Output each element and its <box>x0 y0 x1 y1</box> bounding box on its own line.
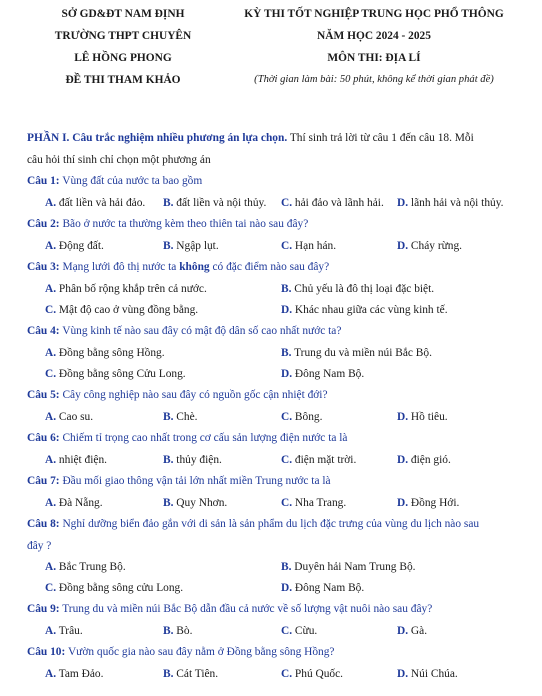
option-text: Đồng bằng sông cửu Long. <box>56 582 184 594</box>
question-text: Đầu mối giao thông vận tải lớn nhất miền Trung nước ta là <box>59 475 331 487</box>
question-7 <box>27 475 532 487</box>
option-text: lãnh hải và nội thủy. <box>408 197 504 209</box>
option-7b <box>163 497 227 509</box>
option-text: Hồ tiêu. <box>408 411 448 423</box>
time-note: (Thời gian làm bài: 50 phút, không kể thời gian phát đề) <box>254 74 494 85</box>
question-5 <box>27 389 532 401</box>
option-letter: D. <box>397 454 409 466</box>
option-text: Trâu. <box>56 625 83 637</box>
option-letter: C. <box>281 411 293 423</box>
option-1c <box>281 197 384 209</box>
option-text: Nha Trang. <box>292 497 347 509</box>
question-text: Mạng lưới đô thị nước ta <box>59 261 180 273</box>
option-letter: C. <box>281 668 293 680</box>
option-letter: A. <box>45 668 57 680</box>
option-6c <box>281 454 356 466</box>
option-text: đất liền và hải đảo. <box>56 197 146 209</box>
option-text: Ngập lụt. <box>173 240 219 252</box>
option-5d <box>397 411 448 423</box>
option-5a <box>45 411 93 423</box>
question-number: Câu 8: <box>27 518 60 530</box>
option-letter: B. <box>281 561 292 573</box>
option-text: Cháy rừng. <box>408 240 463 252</box>
option-text: Đà Nẵng. <box>56 497 103 509</box>
question-number: Câu 9: <box>27 603 60 615</box>
option-text: Động đất. <box>56 240 104 252</box>
question-9 <box>27 603 532 615</box>
option-10d <box>397 668 458 680</box>
option-letter: C. <box>281 497 293 509</box>
option-text: Tam Đảo. <box>56 668 104 680</box>
question-8 <box>27 518 532 530</box>
option-2b <box>163 240 219 252</box>
option-2a <box>45 240 104 252</box>
option-letter: B. <box>163 240 174 252</box>
option-text: Chè. <box>173 411 198 423</box>
option-text: điện mặt trời. <box>292 454 357 466</box>
option-letter: C. <box>281 625 293 637</box>
option-text: điện gió. <box>408 454 451 466</box>
option-letter: A. <box>45 283 57 295</box>
question-number: Câu 5: <box>27 389 60 401</box>
option-text: Đồng bằng sông Hồng. <box>56 347 165 359</box>
question-number: Câu 2: <box>27 218 60 230</box>
question-text-end: có đặc điểm nào sau đây? <box>209 261 330 273</box>
option-letter: B. <box>281 347 292 359</box>
section-title: PHẦN I. Câu trắc nghiệm nhiều phương án lựa chọn. <box>27 132 288 144</box>
option-10a <box>45 668 103 680</box>
option-letter: A. <box>45 454 57 466</box>
option-letter: A. <box>45 347 57 359</box>
option-text: Bông. <box>292 411 323 423</box>
option-4d <box>281 368 364 380</box>
question-text-emphasis: không <box>179 261 210 273</box>
question-4 <box>27 325 532 337</box>
option-7c <box>281 497 346 509</box>
option-letter: B. <box>163 454 174 466</box>
question-10 <box>27 646 532 658</box>
option-3d <box>281 304 448 316</box>
option-9d <box>397 625 427 637</box>
question-text: Vùng kinh tế nào sau đây có mật độ dân số cao nhất nước ta? <box>59 325 342 337</box>
option-9a <box>45 625 83 637</box>
option-letter: D. <box>397 197 409 209</box>
question-2 <box>27 218 532 230</box>
option-3c <box>45 304 198 316</box>
option-letter: B. <box>163 625 174 637</box>
option-4b <box>281 347 432 359</box>
option-letter: B. <box>281 283 292 295</box>
question-text: Trung du và miền núi Bắc Bộ dẫn đầu cả nước về số lượng vật nuôi nào sau đây? <box>59 603 433 615</box>
section-instruction-2: câu hỏi thí sinh chỉ chọn một phương án <box>27 154 211 166</box>
option-letter: A. <box>45 197 57 209</box>
question-3 <box>27 261 532 273</box>
option-text: Đồng bằng sông Cửu Long. <box>56 368 186 380</box>
option-text: Mật độ cao ở vùng đồng bằng. <box>56 304 199 316</box>
option-letter: D. <box>397 668 409 680</box>
option-letter: C. <box>281 197 293 209</box>
option-text: Cừu. <box>292 625 318 637</box>
question-6 <box>27 432 532 444</box>
option-letter: D. <box>397 240 409 252</box>
question-number: Câu 4: <box>27 325 60 337</box>
option-letter: A. <box>45 625 57 637</box>
option-5c <box>281 411 322 423</box>
option-letter: A. <box>45 497 57 509</box>
school-year: NĂM HỌC 2024 - 2025 <box>317 30 431 42</box>
option-letter: D. <box>281 368 293 380</box>
option-10c <box>281 668 343 680</box>
option-text: Phú Quốc. <box>292 668 344 680</box>
option-text: Khác nhau giữa các vùng kinh tế. <box>292 304 448 316</box>
school-name-1: TRƯỜNG THPT CHUYÊN <box>54 30 192 42</box>
option-5b <box>163 411 198 423</box>
option-letter: D. <box>281 582 293 594</box>
option-10b <box>163 668 218 680</box>
option-letter: C. <box>281 240 293 252</box>
question-1 <box>27 175 532 187</box>
option-8a <box>45 561 126 573</box>
option-6b <box>163 454 222 466</box>
section-instruction-1: Thí sinh trả lời từ câu 1 đến câu 18. Mỗi <box>287 132 474 144</box>
option-8b <box>281 561 416 573</box>
option-letter: D. <box>397 497 409 509</box>
option-2d <box>397 240 462 252</box>
option-7d <box>397 497 459 509</box>
option-text: Cao su. <box>56 411 94 423</box>
option-letter: C. <box>45 368 57 380</box>
question-number: Câu 1: <box>27 175 60 187</box>
subject: MÔN THI: ĐỊA LÍ <box>327 52 421 64</box>
option-letter: B. <box>163 668 174 680</box>
question-number: Câu 3: <box>27 261 60 273</box>
option-letter: A. <box>45 561 57 573</box>
option-8c <box>45 582 183 594</box>
option-text: đất liền và nội thủy. <box>173 197 267 209</box>
option-text: Chủ yếu là đô thị loại đặc biệt. <box>291 283 435 295</box>
option-text: Quy Nhơn. <box>173 497 228 509</box>
question-number: Câu 6: <box>27 432 60 444</box>
option-text: Cát Tiên. <box>173 668 219 680</box>
question-number: Câu 7: <box>27 475 60 487</box>
option-9b <box>163 625 192 637</box>
option-letter: C. <box>281 454 293 466</box>
option-letter: B. <box>163 197 174 209</box>
option-text: hải đảo và lãnh hải. <box>292 197 384 209</box>
option-text: Bò. <box>173 625 193 637</box>
option-4c <box>45 368 186 380</box>
question-number: Câu 10: <box>27 646 66 658</box>
exam-type: ĐỀ THI THAM KHẢO <box>65 74 181 86</box>
option-9c <box>281 625 317 637</box>
option-2c <box>281 240 336 252</box>
option-1a <box>45 197 145 209</box>
section-heading <box>27 132 532 144</box>
option-text: Đông Nam Bộ. <box>292 368 365 380</box>
option-text: Phân bố rộng khắp trên cả nước. <box>56 283 207 295</box>
option-text: Gà. <box>408 625 428 637</box>
question-text: Chiếm tỉ trọng cao nhất trong cơ cấu sản lượng điện nước ta là <box>59 432 348 444</box>
option-6d <box>397 454 451 466</box>
option-4a <box>45 347 165 359</box>
option-8d <box>281 582 364 594</box>
option-3a <box>45 283 207 295</box>
question-8-cont <box>27 540 532 552</box>
option-text: Duyên hải Nam Trung Bộ. <box>291 561 416 573</box>
option-letter: C. <box>45 582 57 594</box>
option-text: Trung du và miền núi Bắc Bộ. <box>291 347 432 359</box>
option-letter: B. <box>163 411 174 423</box>
question-text: Cây công nghiệp nào sau đây có nguồn gốc cận nhiệt đới? <box>59 389 328 401</box>
question-text: Vùng đất của nước ta bao gồm <box>59 175 203 187</box>
question-text: Vườn quốc gia nào sau đây nằm ở Đồng bằng sông Hồng? <box>65 646 335 658</box>
option-letter: A. <box>45 240 57 252</box>
question-text-cont: đây ? <box>27 540 52 552</box>
option-text: Đông Nam Bộ. <box>292 582 365 594</box>
option-text: Núi Chúa. <box>408 668 458 680</box>
option-letter: D. <box>397 411 409 423</box>
option-7a <box>45 497 103 509</box>
option-text: Hạn hán. <box>292 240 337 252</box>
option-text: Đồng Hới. <box>408 497 460 509</box>
option-3b <box>281 283 434 295</box>
option-1b <box>163 197 266 209</box>
option-text: thủy điện. <box>173 454 222 466</box>
option-6a <box>45 454 107 466</box>
option-text: nhiệt điện. <box>56 454 108 466</box>
option-text: Bắc Trung Bộ. <box>56 561 126 573</box>
option-letter: B. <box>163 497 174 509</box>
question-text: Bão ở nước ta thường kèm theo thiên tai nào sau đây? <box>59 218 309 230</box>
exam-title: KỲ THI TỐT NGHIỆP TRUNG HỌC PHỔ THÔNG <box>244 8 504 20</box>
option-1d <box>397 197 504 209</box>
option-letter: D. <box>281 304 293 316</box>
option-letter: A. <box>45 411 57 423</box>
option-letter: D. <box>397 625 409 637</box>
dept-name: SỞ GD&ĐT NAM ĐỊNH <box>61 8 185 20</box>
school-name-2: LÊ HỒNG PHONG <box>74 52 172 64</box>
option-letter: C. <box>45 304 57 316</box>
question-text: Nghỉ dưỡng biển đảo gắn với di sản là sản phẩm du lịch đặc trưng của vùng du lịch nào sau <box>59 518 480 530</box>
